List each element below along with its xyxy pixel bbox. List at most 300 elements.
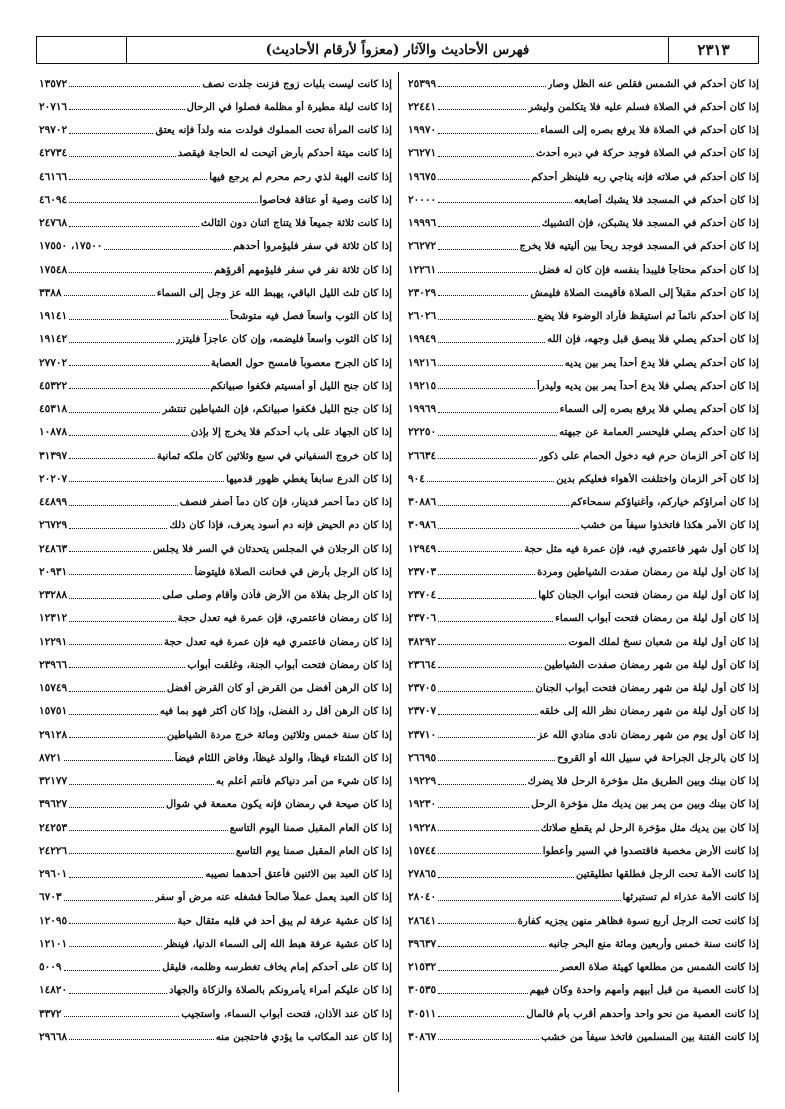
- hadith-number: ٢٣٧١٠: [408, 728, 437, 741]
- entry-text: إذا كان الدرع سابغاً يغطي ظهور قدميها: [226, 472, 392, 485]
- hadith-number: ٤٦٠٩٤: [39, 193, 68, 206]
- dot-leader: [438, 133, 538, 134]
- entry-text: إذا كان أحدكم في الصلاة فلا يرفع بصره إلى السماء: [540, 124, 759, 137]
- hadith-number: ٢٣٧٠٥: [408, 682, 437, 695]
- index-entry: [37, 560, 392, 583]
- hadith-number: ٢٠٧١٦: [39, 100, 68, 113]
- dot-leader: [69, 412, 160, 413]
- dot-leader: [69, 505, 178, 506]
- hadith-number: ٢٨٦٤١: [408, 914, 437, 927]
- hadith-number: ٥٠٠٩: [39, 961, 62, 974]
- dot-leader: [69, 946, 162, 947]
- hadith-number: ٢٦٢٧١: [408, 147, 437, 160]
- index-entry: [37, 142, 392, 165]
- entry-text: إذا كان أحدكم محتاجاً فليبدأ بنفسه فإن كان له فضل: [538, 263, 759, 276]
- hadith-number: ٢١٥٣٢: [408, 961, 437, 974]
- index-entry: [406, 444, 759, 467]
- index-entry: [37, 212, 392, 235]
- dot-leader: [438, 807, 529, 808]
- index-entry: [37, 956, 392, 979]
- hadith-number: ٢٤٨٦٣: [39, 542, 68, 555]
- entry-text: إذا كان الرجل بفلاة من الأرض فأذن وأقام وصلى صلى: [162, 589, 392, 602]
- index-entry: [37, 281, 392, 304]
- dot-leader: [69, 226, 199, 227]
- hadith-number: ١٥٧٥١: [39, 705, 68, 718]
- right-column: [398, 72, 759, 1092]
- hadith-number: ٢٣٦٦٤: [408, 658, 437, 671]
- hadith-number: ٤٥٣١٨: [39, 403, 68, 416]
- index-entry: [37, 374, 392, 397]
- hadith-number: ٨٧٢١: [39, 751, 62, 764]
- dot-leader: [438, 226, 540, 227]
- index-entry: [406, 537, 759, 560]
- entry-text: إذا كان الرجل بأرض قي فحانت الصلاة فليتوضأ: [194, 565, 392, 578]
- dot-leader: [438, 156, 534, 157]
- entry-text: إذا كان عند المكاتب ما يؤدي فاحتجبن منه: [215, 1030, 392, 1043]
- hadith-number: ٣٣٧٢: [39, 1007, 62, 1020]
- index-entry: [37, 1025, 392, 1048]
- hadith-number: ١٣٥٧٢: [39, 77, 68, 90]
- entry-text: إذا كان أول ليلة من رمضان صفدت الشياطين ومردة: [537, 565, 759, 578]
- hadith-number: ٢٣٩٦٦: [39, 658, 68, 671]
- dot-leader: [438, 295, 528, 296]
- index-entry: [406, 421, 759, 444]
- entry-text: إذا كان أول ليلة من رمضان فتحت أبواب السماء: [555, 612, 759, 625]
- entry-text: إذا كان على أحدكم إمام يخاف تغطرسه وظلمه، فليقل: [162, 961, 392, 974]
- entry-text: إذا كان أحدكم في الصلاة فوجد حركة في دبره أحدث: [536, 147, 759, 160]
- dot-leader: [69, 784, 214, 785]
- index-entry: [406, 235, 759, 258]
- dot-leader: [69, 993, 167, 994]
- entry-text: إذا كانت وصية أو عتاقة فحاصوا: [259, 193, 392, 206]
- entry-text: إذا كانت ليست بلبات زوج فزنت جلدت نصف: [202, 77, 392, 90]
- entry-text: إذا كانت العصبة من نحو واحد وأحدهم أقرب بأم فالمال: [526, 1007, 759, 1020]
- entry-text: إذا كان أول ليلة من رمضان فتحت أبواب الجنان كلها: [538, 589, 759, 602]
- hadith-number: ٢٠٠٠٠: [408, 193, 437, 206]
- entry-text: إذا كان الجهاد على باب أحدكم فلا يخرج إلا بإذن: [190, 426, 392, 439]
- hadith-number: ١٩٢٣٠: [408, 798, 437, 811]
- entry-text: إذا كان أول ليلة من شعبان نسخ لملك الموت: [568, 635, 759, 648]
- index-entry: [37, 491, 392, 514]
- hadith-number: ٣١٣٩٧: [39, 449, 68, 462]
- dot-leader: [438, 458, 536, 459]
- hadith-number: ١٥٧٤٤: [408, 844, 437, 857]
- dot-leader: [69, 156, 176, 157]
- hadith-number: ٢٩٧٠٢: [39, 124, 68, 137]
- entry-text: إذا كان أول يوم من شهر رمضان نادى منادي الله عز: [537, 728, 759, 741]
- entry-text: إذا كانت تحت الرجل أربع نسوة فظاهر منهن يجزيه كفارة: [517, 914, 759, 927]
- entry-text: إذا كان رمضان فتحت أبواب الجنة، وغلقت أبواب: [187, 658, 392, 671]
- dot-leader: [69, 458, 155, 459]
- entry-text: إذا كان عشية عرفة هبط الله إلى السماء الدنيا، فينظر: [164, 937, 392, 950]
- dot-leader: [69, 133, 153, 134]
- index-entry: [406, 398, 759, 421]
- entry-text: إذا كانت ميتة أحدكم بأرض أتيحت له الحاجة فيقصد: [177, 147, 392, 160]
- index-entry: [37, 932, 392, 955]
- entry-text: إذا كانت الفتنة بين المسلمين فاتخذ سيفاً من خشب: [541, 1030, 759, 1043]
- hadith-number: ١٢٢٩١: [39, 635, 68, 648]
- entry-text: إذا كان ثلث الليل الباقي، يهبط الله عز وجل إلى السماء: [156, 286, 392, 299]
- dot-leader: [438, 946, 546, 947]
- index-entry: [37, 95, 392, 118]
- index-entry: [37, 514, 392, 537]
- index-entry: [406, 491, 759, 514]
- dot-leader: [69, 202, 257, 203]
- dot-leader: [69, 644, 162, 645]
- index-entry: [406, 281, 759, 304]
- entry-text: إذا كان الأمر هكذا فاتخذوا سيفاً من خشب: [580, 519, 759, 532]
- entry-text: إذا كانت الأرض مخصبة فاقتصدوا في السير وأعطوا: [542, 844, 759, 857]
- index-entry: [406, 95, 759, 118]
- index-entry: [37, 793, 392, 816]
- entry-text: إذا كانت العصبة من قبل أبيهم وأمهم واحدة وكان فيهم: [529, 984, 759, 997]
- entry-text: إذا كان العبد يعمل عملاً صالحاً فشغله عنه مرض أو سفر: [154, 891, 392, 904]
- hadith-number: ١٢٩٤٩: [408, 542, 437, 555]
- index-entry: [406, 770, 759, 793]
- entry-text: إذا كان أول ليلة من شهر رمضان نظر الله إلى خلقه: [539, 705, 759, 718]
- index-entry: [37, 909, 392, 932]
- page-number: ٢٣١٣: [668, 37, 758, 63]
- index-entry: [37, 119, 392, 142]
- index-entry: [37, 328, 392, 351]
- dot-leader: [64, 295, 155, 296]
- entry-text: إذا كان أول ليلة من شهر رمضان فتحت أبواب الجنان: [535, 682, 759, 695]
- hadith-number: ٦٧٠٣: [39, 891, 62, 904]
- entry-text: إذا كان جنح الليل فكفوا صبيانكم، فإن الشياطين تنتشر: [162, 403, 392, 416]
- hadith-number: ١٢٠٩٥: [39, 914, 68, 927]
- dot-leader: [438, 784, 525, 785]
- hadith-number: ٢٢٢٥٠: [408, 426, 437, 439]
- dot-leader: [69, 319, 228, 320]
- dot-leader: [64, 970, 161, 971]
- hadith-number: ٢٠٢٠٧: [39, 472, 68, 485]
- page-title: فهرس الأحاديث والآثار (معزواً لأرقام الأحاديث): [265, 42, 530, 58]
- index-entry: [406, 607, 759, 630]
- entry-text: إذا كانت ليلة مطيرة أو مظلمة فصلوا في الرحال: [186, 100, 392, 113]
- index-entry: [37, 537, 392, 560]
- index-entry: [37, 258, 392, 281]
- hadith-number: ٢٣٢٨٨: [39, 589, 68, 602]
- entry-text: إذا كان شيء من أمر دنياكم فأنتم أعلم به: [215, 775, 392, 788]
- dot-leader: [438, 691, 533, 692]
- hadith-number: ٢٣٧٠٣: [408, 565, 437, 578]
- dot-leader: [438, 435, 557, 436]
- dot-leader: [64, 900, 153, 901]
- dot-leader: [69, 1039, 214, 1040]
- dot-leader: [438, 1039, 539, 1040]
- index-entry: [37, 188, 392, 211]
- entry-text: إذا كان بالرجل الجراحة في سبيل الله أو القروح: [557, 751, 759, 764]
- entry-text: إذا كانت الأمة عذراء لم تستبرئها: [622, 891, 759, 904]
- entry-text: إذا كانت ثلاثة جميعاً فلا يتناج اثنان دون الثالث: [201, 217, 392, 230]
- dot-leader: [438, 179, 529, 180]
- entry-text: إذا كان أحدكم في المسجد فلا يشبك أصابعه: [573, 193, 759, 206]
- index-entry: [406, 677, 759, 700]
- hadith-number: ٣٣٨٨: [39, 286, 62, 299]
- hadith-number: ١٩١٤٢: [39, 333, 68, 346]
- index-entry: [37, 839, 392, 862]
- index-entry: [406, 932, 759, 955]
- dot-leader: [438, 272, 536, 273]
- entry-text: إذا كان العام المقبل صمنا اليوم التاسع: [229, 821, 392, 834]
- entry-text: إذا كان أحدكم يصلي فلا يبصق قبل وجهه، فإن الله: [547, 333, 759, 346]
- dot-leader: [69, 598, 160, 599]
- entry-text: إذا كان عند الأذان، فتحت أبواب السماء، واستجيب: [181, 1007, 392, 1020]
- dot-leader: [64, 760, 173, 761]
- entry-text: إذا كان رمضان فاعتمري فيه فإن عمرة فيه تعدل حجة: [164, 635, 392, 648]
- index-entry: [37, 72, 392, 95]
- hadith-number: ٢٨٠٤٠: [408, 891, 437, 904]
- entry-text: إذا كان العام المقبل صمنا يوم التاسع: [235, 844, 392, 857]
- index-entry: [37, 886, 392, 909]
- entry-text: إذا كان أحدكم في الشمس فقلص عنه الظل وصار: [547, 77, 759, 90]
- left-column: [37, 72, 398, 1092]
- hadith-number: ١٩٢٢٩: [408, 775, 437, 788]
- dot-leader: [69, 923, 175, 924]
- entry-text: إذا كان أحدكم يصلي فليحسر العمامة عن جبهته: [559, 426, 759, 439]
- dot-leader: [438, 249, 517, 250]
- hadith-number: ٢٤٧٦٨: [39, 217, 68, 230]
- index-entry: [37, 770, 392, 793]
- dot-leader: [438, 760, 555, 761]
- dot-leader: [69, 435, 189, 436]
- dot-leader: [438, 737, 535, 738]
- dot-leader: [69, 853, 234, 854]
- hadith-number: ٣٠٨٦٧: [408, 1030, 437, 1043]
- entry-text: إذا كان ثلاثة في سفر فليؤمروا أحدهم: [233, 240, 392, 253]
- page-header: [36, 36, 759, 64]
- dot-leader: [69, 877, 203, 878]
- entry-text: إذا كان بينك وبين من يمر بين يديك مثل مؤخرة الرحل: [531, 798, 759, 811]
- dot-leader: [438, 202, 572, 203]
- entry-text: إذا كان العبد بين الاثنين فأعتق أحدهما نصيبه: [205, 868, 392, 881]
- hadith-number: ١٩٢١٦: [408, 356, 437, 369]
- dot-leader: [438, 993, 527, 994]
- dot-leader: [438, 342, 545, 343]
- dot-leader: [438, 621, 553, 622]
- entry-text: إذا كان ثلاثة نفر في سفر فليؤمهم أقرؤهم: [214, 263, 392, 276]
- index-entry: [406, 328, 759, 351]
- hadith-number: ٩٠٤: [408, 472, 425, 485]
- hadith-number: ٣٠٥٣٥: [408, 984, 437, 997]
- dot-leader: [438, 412, 558, 413]
- dot-leader: [69, 388, 208, 389]
- hadith-number: ١٧٥٤٨: [39, 263, 68, 276]
- dot-leader: [438, 830, 538, 831]
- dot-leader: [69, 481, 224, 482]
- hadith-number: ١٩٢١٥: [408, 379, 437, 392]
- hadith-number: ٤٤٨٩٩: [39, 496, 68, 509]
- index-entry: [37, 630, 392, 653]
- hadith-number: ٣٠٥١١: [408, 1007, 437, 1020]
- dot-leader: [69, 691, 165, 692]
- index-entry: [406, 956, 759, 979]
- hadith-number: ٤٥٣٢٢: [39, 379, 68, 392]
- hadith-number: ٢٤٢٢٦: [39, 844, 68, 857]
- dot-leader: [438, 1016, 524, 1017]
- index-entry: [37, 700, 392, 723]
- entry-text: إذا كان أحدكم مقبلاً إلى الصلاة فأقيمت الصلاة فليمش: [530, 286, 759, 299]
- index-columns: [36, 72, 759, 1092]
- index-entry: [406, 863, 759, 886]
- index-entry: [406, 258, 759, 281]
- entry-text: إذا كان أمراؤكم خياركم، وأغنياؤكم سمحاءكم: [570, 496, 759, 509]
- hadith-number: ١٥٧٤٩: [39, 682, 68, 695]
- index-entry: [406, 584, 759, 607]
- entry-text: إذا كان أحدكم في المسجد فلا يشبكن، فإن التشبيك: [541, 217, 759, 230]
- index-entry: [406, 212, 759, 235]
- dot-leader: [438, 598, 536, 599]
- dot-leader: [69, 109, 184, 110]
- index-entry: [37, 1002, 392, 1025]
- entry-text: إذا كان آخر الزمان واختلفت الأهواء فعليكم بدين: [556, 472, 759, 485]
- entry-text: إذا كان أحدكم في الصلاة فسلم عليه فلا يتكلمن وليشر: [528, 100, 759, 113]
- entry-text: إذا كان أول شهر فاعتمري فيه، فإن عمرة فيه مثل حجة: [524, 542, 759, 555]
- dot-leader: [438, 923, 515, 924]
- index-entry: [406, 142, 759, 165]
- index-entry: [406, 351, 759, 374]
- index-entry: [37, 607, 392, 630]
- entry-text: إذا كان خروج السفياني في سبع وثلاثين كان ملكه ثمانية: [156, 449, 392, 462]
- hadith-number: ٢٣٧٠٦: [408, 612, 437, 625]
- hadith-number: ١٩٩٤٩: [408, 333, 437, 346]
- hadith-number: ٢٣٧٠٤: [408, 589, 437, 602]
- index-entry: [406, 723, 759, 746]
- hadith-number: ١٢٢٦١: [408, 263, 437, 276]
- index-entry: [406, 979, 759, 1002]
- entry-text: إذا كان أحدكم في المسجد فوجد ريحاً بين أليتيه فلا يخرج: [519, 240, 759, 253]
- index-entry: [406, 793, 759, 816]
- dot-leader: [438, 551, 522, 552]
- entry-text: إذا كان الشتاء قيظاً، والولد غيظاً، وفاض اللئام فيضاً: [174, 751, 392, 764]
- hadith-number: ٢٣٧٠٧: [408, 705, 437, 718]
- dot-leader: [438, 667, 542, 668]
- entry-text: إذا كان أحدكم يصلي فلا يدع أحداً يمر بين يديه وليدرأ: [537, 379, 759, 392]
- entry-text: إذا كان عليكم أمراء يأمرونكم بالصلاة والزكاة والجهاد: [169, 984, 392, 997]
- hadith-number: ٢٧٨٦٥: [408, 868, 437, 881]
- index-entry: [37, 165, 392, 188]
- hadith-number: ٢٦٦٩٥: [408, 751, 437, 764]
- index-entry: [37, 653, 392, 676]
- hadith-number: ٢٠٩٣١: [39, 565, 68, 578]
- hadith-number: ٢٢٤٤١: [408, 100, 437, 113]
- hadith-number: ١٩٢٢٨: [408, 821, 437, 834]
- index-entry: [406, 816, 759, 839]
- index-entry: [37, 677, 392, 700]
- entry-text: إذا كان أحدكم يصلي فلا يدع أحداً يمر بين يديه: [564, 356, 759, 369]
- index-entry: [406, 467, 759, 490]
- index-entry: [37, 444, 392, 467]
- index-entry: [37, 351, 392, 374]
- hadith-number: ١٩٩٩٦: [408, 217, 437, 230]
- index-entry: [37, 467, 392, 490]
- index-entry: [406, 630, 759, 653]
- dot-leader: [438, 388, 535, 389]
- dot-leader: [438, 528, 578, 529]
- dot-leader: [438, 574, 535, 575]
- entry-text: إذا كان سنة خمس وثلاثين ومائة خرج مردة الشياطين: [166, 728, 392, 741]
- index-entry: [37, 863, 392, 886]
- dot-leader: [69, 574, 192, 575]
- hadith-number: ٢٤٢٥٣: [39, 821, 68, 834]
- entry-text: إذا كان أحدكم نائماً ثم استيقظ فأراد الوضوء فلا يضع: [537, 310, 759, 323]
- entry-text: إذا كان أول ليلة من شهر رمضان صفدت الشياطين: [544, 658, 759, 671]
- entry-text: إذا كان بينك وبين الطريق مثل مؤخرة الرحل فلا يضرك: [527, 775, 759, 788]
- hadith-number: ٣٨٢٩٢: [408, 635, 437, 648]
- dot-leader: [69, 807, 164, 808]
- hadith-number: ١٢٣١٢: [39, 612, 68, 625]
- index-entry: [406, 374, 759, 397]
- entry-text: إذا كان آخر الزمان حرم فيه دخول الحمام على ذكور: [538, 449, 759, 462]
- index-entry: [406, 1002, 759, 1025]
- dot-leader: [69, 621, 175, 622]
- entry-text: إذا كان دماً أحمر فدينار، فإن كان دماً أصفر فنصف: [179, 496, 392, 509]
- hadith-number: ٢٦٧٢٩: [39, 519, 68, 532]
- header-blank-cell: [37, 37, 127, 63]
- entry-text: إذا كان الثوب واسعاً فليضمه، وإن كان عاجزاً فليتزر: [175, 333, 392, 346]
- entry-text: إذا كان أحدكم يصلي فلا يرفع بصره إلى السماء: [559, 403, 759, 416]
- hadith-number: ٢٣٠٢٩: [408, 286, 437, 299]
- dot-leader: [427, 481, 554, 482]
- dot-leader: [69, 272, 212, 273]
- entry-text: إذا كانت الشمس من مطلعها كهيئة صلاة العصر: [559, 961, 759, 974]
- hadith-number: ٣٩٦٢٧: [39, 798, 68, 811]
- index-entry: [406, 188, 759, 211]
- hadith-number: ٢٦٠٢٦: [408, 310, 437, 323]
- dot-leader: [438, 505, 568, 506]
- hadith-number: ٣٠٩٨٦: [408, 519, 437, 532]
- entry-text: إذا كان أحدكم في صلاته فإنه يناجي ربه فلينظر أحدكم: [531, 170, 759, 183]
- entry-text: إذا كان الرجلان في المجلس يتحدثان في السر فلا يجلس: [152, 542, 392, 555]
- index-entry: [406, 746, 759, 769]
- index-entry: [37, 235, 392, 258]
- entry-text: إذا كان الرهن أفضل من القرض أو كان القرض أفضل: [166, 682, 392, 695]
- dot-leader: [438, 319, 535, 320]
- hadith-number: ٣٩٦٣٧: [408, 937, 437, 950]
- index-entry: [37, 305, 392, 328]
- entry-text: إذا كانت الأمة تحت الرجل فطلقها تطليقتين: [575, 868, 759, 881]
- index-entry: [37, 816, 392, 839]
- index-entry: [406, 839, 759, 862]
- hadith-number: ٢٦٢٧٢: [408, 240, 437, 253]
- hadith-number: ١٢١٠١: [39, 937, 68, 950]
- dot-leader: [438, 644, 566, 645]
- dot-leader: [69, 86, 200, 87]
- index-entry: [406, 909, 759, 932]
- index-entry: [37, 398, 392, 421]
- dot-leader: [69, 737, 165, 738]
- hadith-number: ١٤٨٢٠: [39, 984, 68, 997]
- dot-leader: [69, 179, 207, 180]
- dot-leader: [438, 714, 537, 715]
- entry-text: إذا كان الرهن أقل رد الفضل، وإذا كان أكثر فهو بما فيه: [159, 705, 392, 718]
- entry-text: إذا كان الثوب واسعاً فصل فيه متوشحاً: [230, 310, 392, 323]
- dot-leader: [104, 249, 231, 250]
- index-entry: [406, 700, 759, 723]
- dot-leader: [69, 528, 167, 529]
- entry-text: إذا كان جنح الليل أو أمسيتم فكفوا صبيانكم: [210, 379, 392, 392]
- hadith-number: ٢٩٦٦٨: [39, 1030, 68, 1043]
- dot-leader: [438, 365, 563, 366]
- entry-text: إذا كانت المرأة تحت المملوك فولدت منه ولداً فإنه يعتق: [155, 124, 392, 137]
- entry-text: إذا كان دم الحيض فإنه دم أسود يعرف، فإذا كان ذلك: [169, 519, 392, 532]
- hadith-number: ٣٢١٧٧: [39, 775, 68, 788]
- dot-leader: [69, 365, 209, 366]
- dot-leader: [69, 830, 227, 831]
- hadith-number: ١٧٥٠٠، ١٧٥٥٠: [39, 240, 103, 253]
- index-entry: [37, 746, 392, 769]
- index-entry: [406, 119, 759, 142]
